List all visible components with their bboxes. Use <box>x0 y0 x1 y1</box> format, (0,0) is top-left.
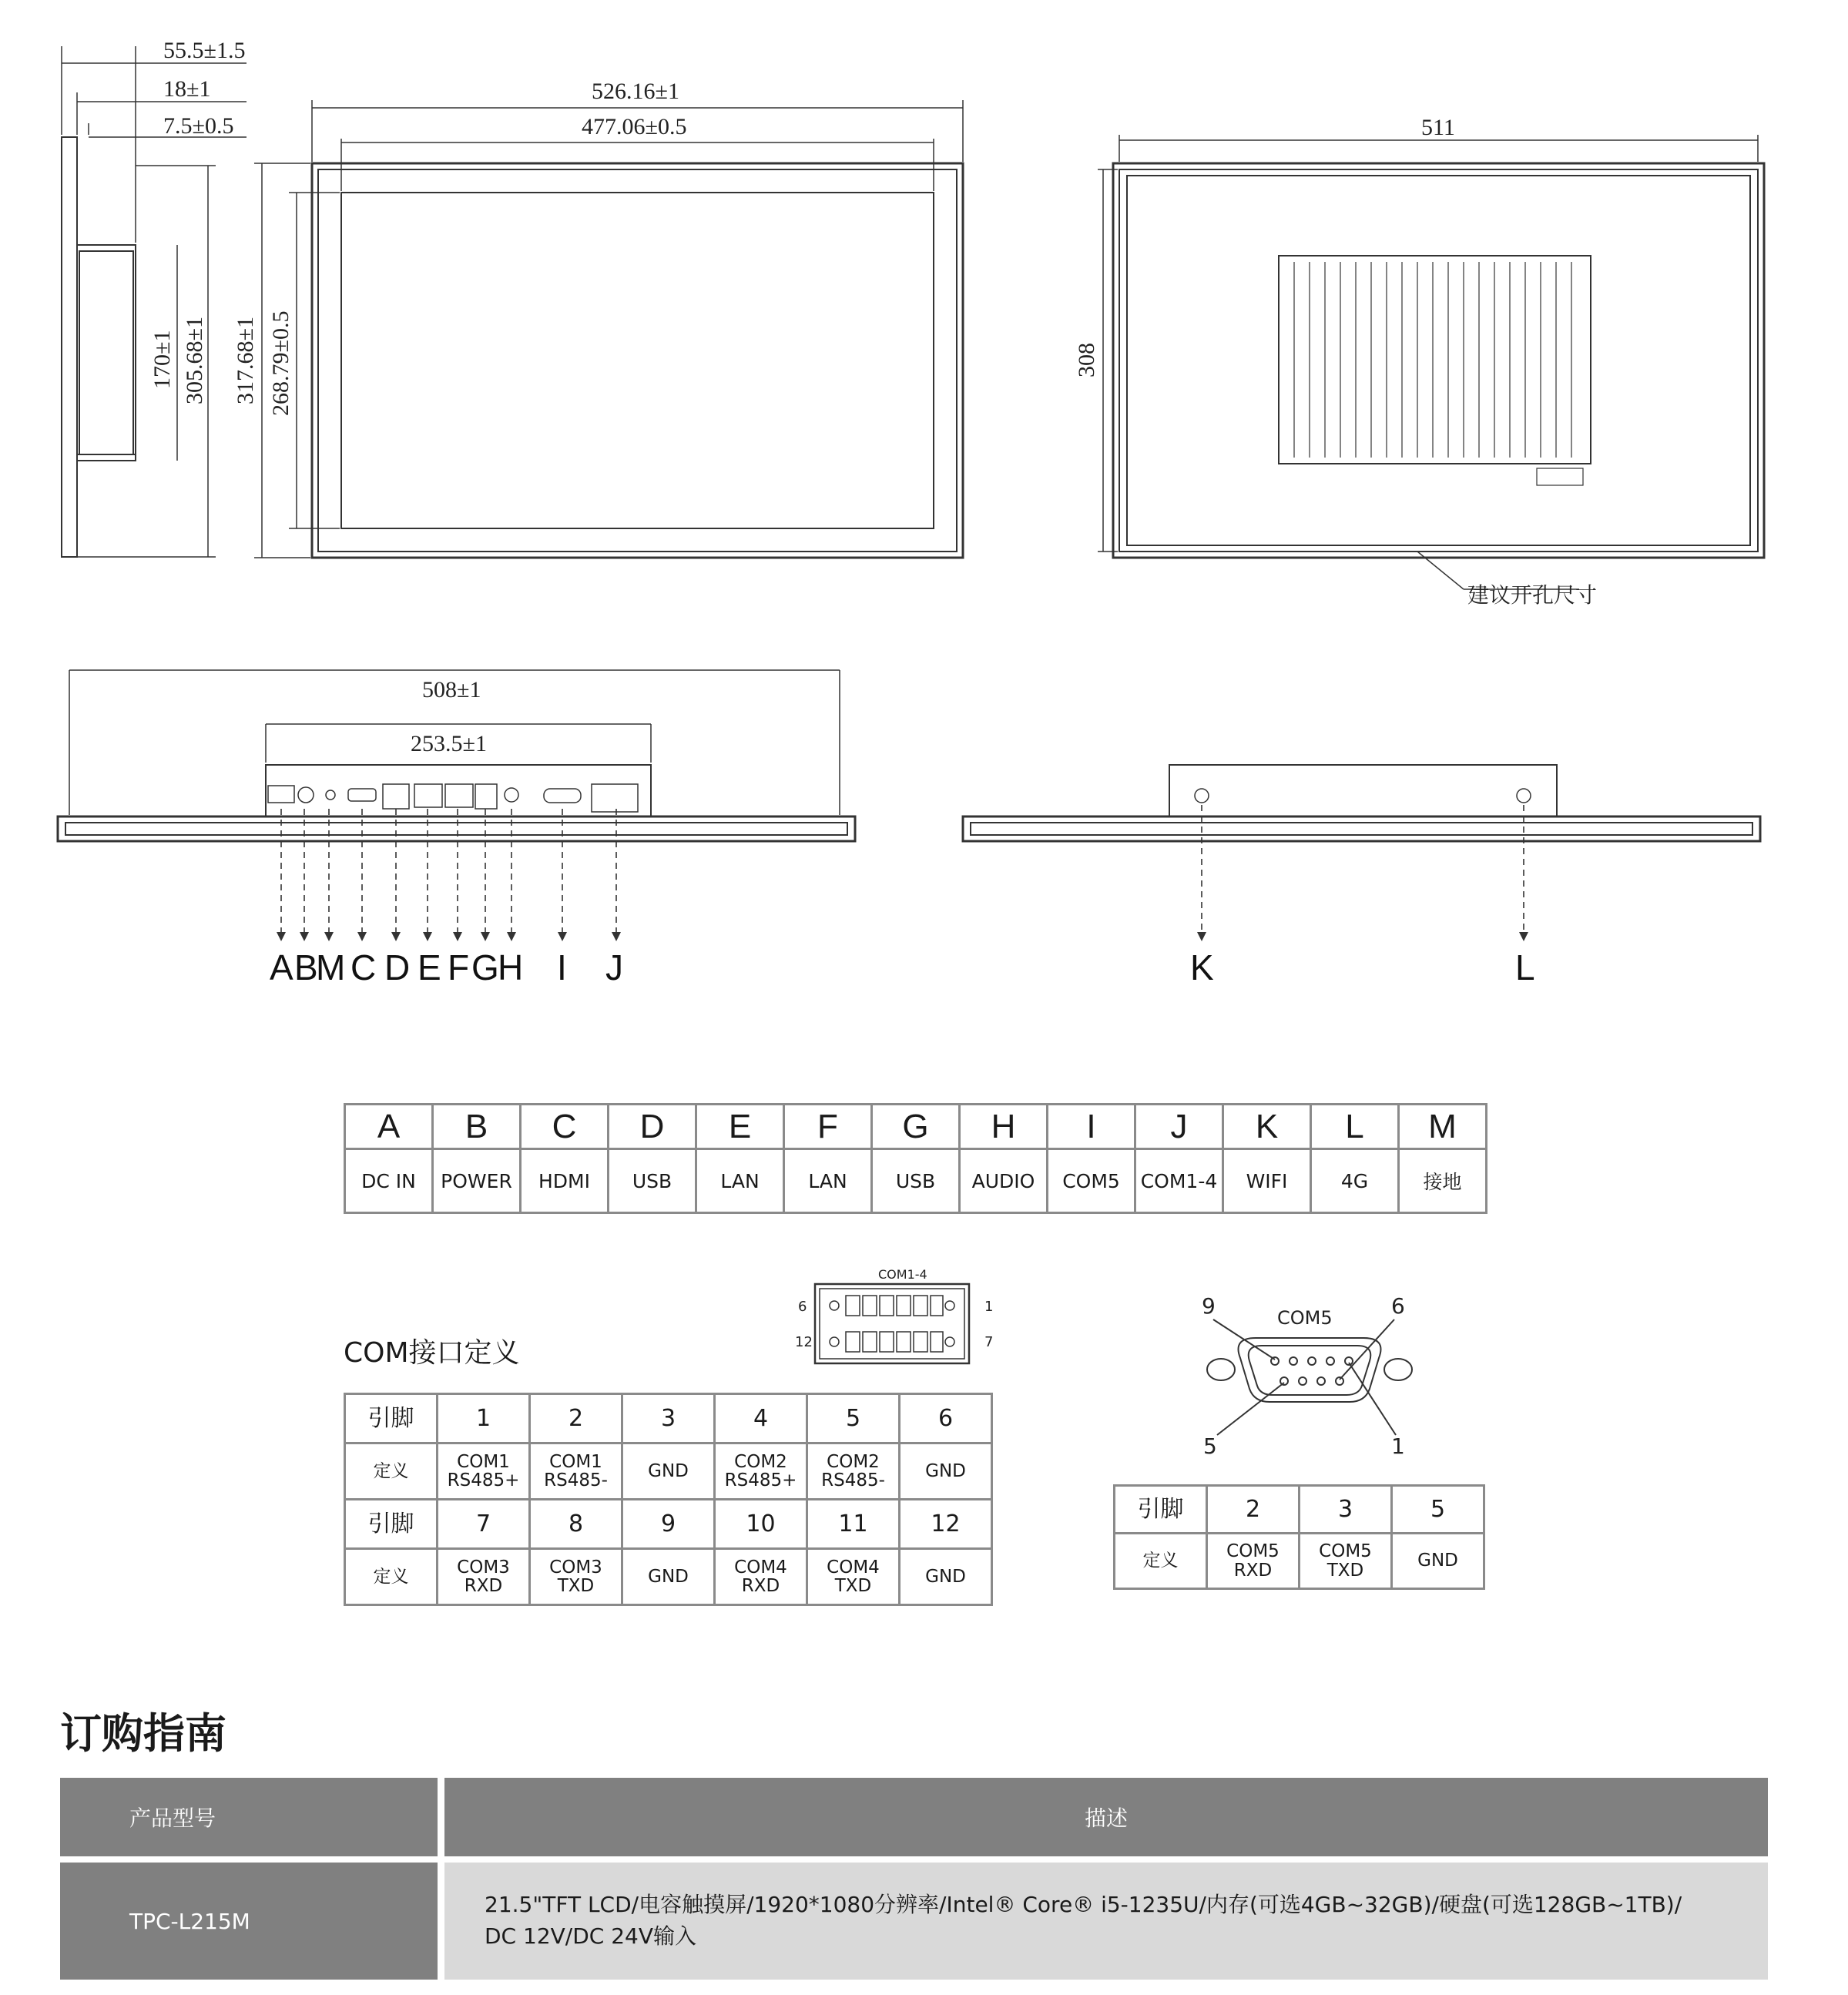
ordering-desc-line-1: 21.5"TFT LCD/电容触摸屏/1920*1080分辨率/Intel® Core® i5-1235U/内存(可选4GB~32GB)/硬盘(可选128GB~1TB)/ <box>485 1892 1682 1918</box>
port-name-cell: 4G <box>1311 1149 1399 1213</box>
dim-front-width-inner: 477.06±0.5 <box>582 114 687 139</box>
pin-number: 7 <box>438 1500 530 1549</box>
port-letter-H: H <box>498 947 524 987</box>
def-line: COM4 <box>827 1557 880 1578</box>
com5-label: COM5 <box>1277 1307 1333 1329</box>
def-line: COM1 <box>457 1451 510 1472</box>
ordering-desc-line-2: DC 12V/DC 24V输入 <box>485 1923 697 1949</box>
ordering-col-model-header <box>60 1778 438 1856</box>
port-letter-J: J <box>605 947 623 987</box>
pin-definition <box>438 1549 530 1605</box>
pin-definition <box>900 1549 992 1605</box>
pin-number: 5 <box>807 1394 900 1443</box>
com14-pin-7: 7 <box>984 1334 994 1350</box>
front-view <box>254 100 963 558</box>
pin-number: 5 <box>1392 1486 1484 1534</box>
pin-number: 11 <box>807 1500 900 1549</box>
dim-side-170: 170±1 <box>149 330 175 389</box>
dim-io-width: 253.5±1 <box>411 731 487 756</box>
ordering-desc-cell <box>444 1863 1768 1980</box>
port-name-cell: WIFI <box>1223 1149 1311 1213</box>
port-name-cell: COM1-4 <box>1135 1149 1223 1213</box>
def-line: COM1 <box>549 1451 602 1472</box>
cutout-note: 建议开孔尺寸 <box>1467 584 1598 608</box>
def-line: RS485+ <box>447 1470 520 1490</box>
pin-definition <box>715 1549 807 1605</box>
port-letter-cell: A <box>345 1105 433 1149</box>
def-line: COM5 <box>1226 1541 1280 1562</box>
def-line: COM3 <box>549 1557 602 1578</box>
pin-number: 10 <box>715 1500 807 1549</box>
port-name-cell: LAN <box>696 1149 784 1213</box>
com5-pin-9: 9 <box>1202 1293 1216 1319</box>
pin-number: 2 <box>530 1394 622 1443</box>
port-letter-E: E <box>418 947 441 987</box>
dim-depth-body: 18±1 <box>163 76 211 102</box>
pin-definition <box>622 1549 715 1605</box>
ordering-heading: 订购指南 <box>60 1709 226 1758</box>
port-letter-cell: B <box>433 1105 521 1149</box>
pin-definition <box>622 1443 715 1500</box>
port-letter-cell: K <box>1223 1105 1311 1149</box>
pin-definition <box>807 1443 900 1500</box>
com14-pin-table <box>344 1393 993 1606</box>
row-label-pin: 引脚 <box>345 1394 438 1443</box>
port-name-cell: AUDIO <box>960 1149 1048 1213</box>
def-line: GND <box>925 1566 966 1587</box>
row-label-pin: 引脚 <box>1115 1486 1207 1534</box>
pin-number: 6 <box>900 1394 992 1443</box>
dim-front-height-inner: 268.79±0.5 <box>268 310 293 416</box>
port-letter-cell: F <box>784 1105 872 1149</box>
port-letter-M: M <box>316 947 346 987</box>
com14-label: COM1-4 <box>878 1267 927 1282</box>
port-letter-L: L <box>1515 947 1535 987</box>
pin-definition <box>1207 1534 1300 1589</box>
def-line: TXD <box>1326 1560 1364 1581</box>
dim-rear-width: 511 <box>1421 115 1455 140</box>
port-letter-G: G <box>471 947 499 987</box>
com5-pin-5: 5 <box>1203 1433 1217 1459</box>
def-line: COM4 <box>734 1557 787 1578</box>
port-name-cell: USB <box>872 1149 960 1213</box>
def-line: COM2 <box>827 1451 880 1472</box>
dim-rear-height: 308 <box>1074 343 1099 377</box>
dim-depth-panel: 7.5±0.5 <box>163 113 234 139</box>
def-line: GND <box>1417 1551 1458 1571</box>
com5-pin-6: 6 <box>1391 1293 1405 1319</box>
pin-number: 1 <box>438 1394 530 1443</box>
port-letter-cell: H <box>960 1105 1048 1149</box>
port-letter-cell: J <box>1135 1105 1223 1149</box>
pin-number: 3 <box>1300 1486 1392 1534</box>
pin-number: 8 <box>530 1500 622 1549</box>
port-letter-F: F <box>448 947 470 987</box>
pin-definition <box>1392 1534 1484 1589</box>
pin-number: 4 <box>715 1394 807 1443</box>
dim-depth-total: 55.5±1.5 <box>163 38 246 63</box>
row-label-pin: 引脚 <box>345 1500 438 1549</box>
com14-pin-6: 6 <box>798 1299 807 1315</box>
com5-pin-table <box>1113 1484 1485 1590</box>
dim-side-305: 305.68±1 <box>182 317 207 404</box>
def-line: COM5 <box>1319 1541 1372 1562</box>
port-letter-cell: G <box>872 1105 960 1149</box>
ordering-model-value: TPC-L215M <box>129 1908 250 1934</box>
def-line: TXD <box>834 1576 872 1596</box>
dim-bottom-width: 508±1 <box>422 677 481 702</box>
pin-definition <box>530 1443 622 1500</box>
pin-definition <box>438 1443 530 1500</box>
def-line: RXD <box>741 1576 780 1596</box>
row-label-def: 定义 <box>345 1443 438 1500</box>
dim-front-height-outer: 317.68±1 <box>233 317 258 404</box>
port-name-cell: POWER <box>433 1149 521 1213</box>
com14-connector-drawing <box>786 1263 1001 1375</box>
com5-pin-1: 1 <box>1391 1433 1405 1459</box>
def-line: GND <box>925 1460 966 1481</box>
port-name-cell: USB <box>609 1149 696 1213</box>
dim-front-width-outer: 526.16±1 <box>592 79 679 104</box>
port-letter-cell: D <box>609 1105 696 1149</box>
com14-pin-1: 1 <box>984 1299 994 1315</box>
com14-pin-12: 12 <box>795 1334 813 1350</box>
def-line: RS485- <box>821 1470 885 1490</box>
row-label-def: 定义 <box>345 1549 438 1605</box>
ordering-model-cell <box>60 1863 438 1980</box>
port-letter-D: D <box>384 947 411 987</box>
port-letter-C: C <box>350 947 377 987</box>
rear-view <box>1098 135 1764 589</box>
def-line: COM2 <box>734 1451 787 1472</box>
pin-number: 2 <box>1207 1486 1300 1534</box>
pin-definition <box>715 1443 807 1500</box>
port-letter-cell: C <box>521 1105 609 1149</box>
port-letter-B: B <box>294 947 318 987</box>
port-name-cell: DC IN <box>345 1149 433 1213</box>
port-letter-cell: M <box>1399 1105 1487 1149</box>
port-legend-table <box>344 1103 1487 1214</box>
def-line: RS485- <box>544 1470 608 1490</box>
bottom-view-right <box>963 765 1760 841</box>
port-leader-lines <box>281 805 1524 932</box>
port-letter-cell: E <box>696 1105 784 1149</box>
pin-definition <box>807 1549 900 1605</box>
port-letter-cell: I <box>1048 1105 1135 1149</box>
def-line: GND <box>648 1566 689 1587</box>
def-line: RXD <box>464 1576 503 1596</box>
def-line: COM3 <box>457 1557 510 1578</box>
pin-definition <box>1300 1534 1392 1589</box>
ordering-col-desc-header <box>444 1778 1768 1856</box>
def-line: TXD <box>557 1576 595 1596</box>
port-letter-cell: L <box>1311 1105 1399 1149</box>
port-letter-K: K <box>1190 947 1214 987</box>
def-line: GND <box>648 1460 689 1481</box>
port-letter-I: I <box>557 947 567 987</box>
pin-number: 3 <box>622 1394 715 1443</box>
pin-number: 12 <box>900 1500 992 1549</box>
ordering-col-desc-label: 描述 <box>1084 1806 1128 1831</box>
com-section-title: COM接口定义 <box>344 1337 520 1369</box>
row-label-def: 定义 <box>1115 1534 1207 1589</box>
port-name-cell: LAN <box>784 1149 872 1213</box>
def-line: RXD <box>1233 1560 1273 1581</box>
pin-definition <box>530 1549 622 1605</box>
def-line: RS485+ <box>724 1470 797 1490</box>
port-name-cell: HDMI <box>521 1149 609 1213</box>
port-name-cell: 接地 <box>1399 1149 1487 1213</box>
port-letter-A: A <box>270 947 293 987</box>
com5-connector-drawing <box>1186 1290 1433 1464</box>
pin-definition <box>900 1443 992 1500</box>
port-name-cell: COM5 <box>1048 1149 1135 1213</box>
pin-number: 9 <box>622 1500 715 1549</box>
ordering-col-model-label: 产品型号 <box>129 1806 216 1831</box>
